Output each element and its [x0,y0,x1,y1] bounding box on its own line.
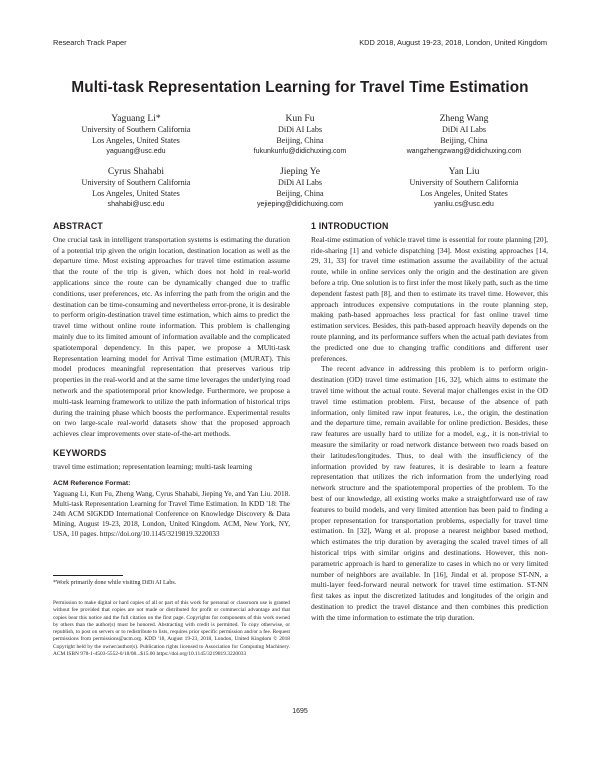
author-name: Cyrus Shahabi [107,166,165,177]
author-location: Los Angeles, United States [92,135,180,145]
author-email: fukunkunfu@didichuxing.com [253,147,347,156]
author-email: shahabi@usc.edu [107,200,165,209]
header-track: Research Track Paper [53,38,127,47]
author-location: Los Angeles, United States [420,188,508,198]
author-affiliation: University of Southern California [409,178,519,187]
page-number: 1695 [292,708,308,715]
permission-notice: Permission to make digital or hard copies of all or part of this work for personal or classroom use is granted without fee provided that copies are not made or distributed for profit or commercial advantage and that copies bear this notice and the full citation on the first page. Copyrights for components of this work owned by others than the author(s) must be honored. Abstracting with credit is permitted. To copy otherwise, or republish, to post on servers or to redistribute to lists, requires prior specific permission and/or a fee. Request permissions from permissions@acm.org. KDD '18, August 19-23, 2018, London, United Kingdom © 2018 Copyright held by the owner/author(s). Publication rights licensed to Association for Computing Machinery. ACM ISBN 978-1-4503-5552-0/18/08...$15.00 https://doi.org/10.1145/3219819.3220033 [53,600,290,658]
reference-format-heading: ACM Reference Format: [53,479,131,487]
author-card [215,113,385,157]
reference-format-text: Yaguang Li, Kun Fu, Zheng Wang, Cyrus Shahabi, Jieping Ye, and Yan Liu. 2018. Multi-task Representation Learning for Travel Time Estimation. In KDD '18: The 24th ACM SIGKDD International Conference on Knowledge Discovery & Data Mining, August 19-23, 2018, London, United Kingdom. ACM, New York, NY, USA, 10 pages. https://doi.org/10.1145/3219819.3220033 [53,490,290,539]
author-card [379,166,549,210]
running-header [53,38,547,50]
left-column [53,221,290,539]
author-name: Yaguang Li* [111,113,161,124]
author-email: yanliu.cs@usc.edu [434,200,494,209]
author-name: Yan Liu [448,166,480,177]
introduction-heading: 1 INTRODUCTION [311,221,389,231]
abstract-heading: ABSTRACT [53,221,103,231]
author-card [215,166,385,210]
author-name: Jieping Ye [280,166,320,177]
author-card [379,113,549,157]
paper-title: Multi-task Representation Learning for Travel Time Estimation [71,79,529,96]
author-location: Los Angeles, United States [92,188,180,198]
header-venue: KDD 2018, August 19-23, 2018, London, United Kingdom [359,38,547,47]
author-footnote: *Work primarily done while visiting DiDi AI Labs. [53,580,177,586]
author-affiliation: University of Southern California [81,178,191,187]
author-card [51,166,221,210]
author-card [51,113,221,157]
author-affiliation: DiDi AI Labs [277,125,323,134]
keywords-heading: KEYWORDS [53,447,107,458]
author-location: Beijing, China [276,188,324,198]
intro-paragraph-1: Real-time estimation of vehicle travel time is essential for route planning [20], ride-sharing [1] and vehicle dispatching [34]. Most existing approaches [14, 29, 31, 33] for travel time estimation assume the availability of the actual route, while in online services only the origin and the destination are given before a trip. One solution is to first infer the most likely path, such as the time dependent fastest path [8], and then to estimate its travel time. However, this approach introduces expensive computations in the route planning step, making path-based approaches less practical for fast online travel time estimation services. Besides, this path-based approach heavily depends on the route planning, and its performance suffers when the actual path deviates from the predicted one due to changing traffic conditions and different user preferences. [311,234,548,363]
author-location: Beijing, China [440,135,488,145]
author-location: Beijing, China [276,135,324,145]
author-affiliation: DiDi AI Labs [441,125,487,134]
author-email: yejieping@didichuxing.com [256,200,344,209]
author-email: yaguang@usc.edu [106,147,166,156]
abstract-text: One crucial task in intelligent transportation systems is estimating the duration of a potential trip given the origin location, destination location as well as the departure time. Most existing approaches for travel time estimation assume that the route of the trip is given, which does not hold in real-world applications since the route can be dynamically changed due to traffic conditions, user preferences, etc. As inferring the path from the origin and the destination can be time-consuming and nevertheless error-prone, it is desirable to perform origin-destination travel time estimation, which aims to predict the travel time without online route information. This problem is challenging mainly due to its limited amount of information available and the complicated spatiotemporal dependency. In this paper, we propose a MUlti-task Representation learning model for Arrival Time estimation (MURAT). This model produces meaningful representation that preserves various trip properties in the real-world and at the same time leverages the underlying road network and the spatiotemporal prior knowledge. Furthermore, we propose a multi-task learning framework to utilize the path information of historical trips during the training phase which boosts the performance. Experimental results on two large-scale real-world datasets show that the proposed approach achieves clear improvements over state-of-the-art methods. [53,234,290,439]
author-affiliation: DiDi AI Labs [277,178,323,187]
right-column [311,221,548,623]
keywords-text: travel time estimation; representation learning; multi-task learning [53,461,253,471]
author-email: wangzhengzwang@didichuxing.com [406,147,522,156]
footnote-divider [53,575,123,576]
author-name: Kun Fu [285,113,315,124]
intro-paragraph-2: The recent advance in addressing this problem is to perform origin-destination (OD) travel time estimation [16, 32], which aims to estimate the travel time without the actual route. Several major challenges exist in the OD travel time estimation problem. First, because of the absence of path information, only limited raw input features, i.e., the origin, the destination and the departure time, remain available for online prediction. Besides, these raw features are usually hard to utilize for a model, e.g., it is non-trivial to measure the similarity or road network distance between two roads based on their latitudes/longitudes. Thus, to deal with the insufficiency of the information provided by raw features, it is desirable to learn a feature representation that utilizes the rich information from the underlying road network structure and the spatiotemporal properties of the problem. To the best of our knowledge, all existing works make a straightforward use of raw features to build models, and very limited attention has been paid to finding a proper representation for transportation problems, especially for travel time estimation. In [32], Wang et al. propose a nearest neighbor based method, which estimates the trip duration by averaging the scaled travel times of all historical trips with similar origins and destinations. However, this non-parametric approach is hard to generalize to cases in which no or very limited number of neighbors are available. In [16], Jindal et al. propose ST-NN, a multi-layer feed-forward neural network for travel time estimation. ST-NN first takes as input the discretized latitudes and longitudes of the origin and destination to predict the travel distance and then combines this prediction with the time information to estimate the trip duration. [311,364,548,622]
author-name: Zheng Wang [439,113,489,124]
author-affiliation: University of Southern California [81,125,191,134]
